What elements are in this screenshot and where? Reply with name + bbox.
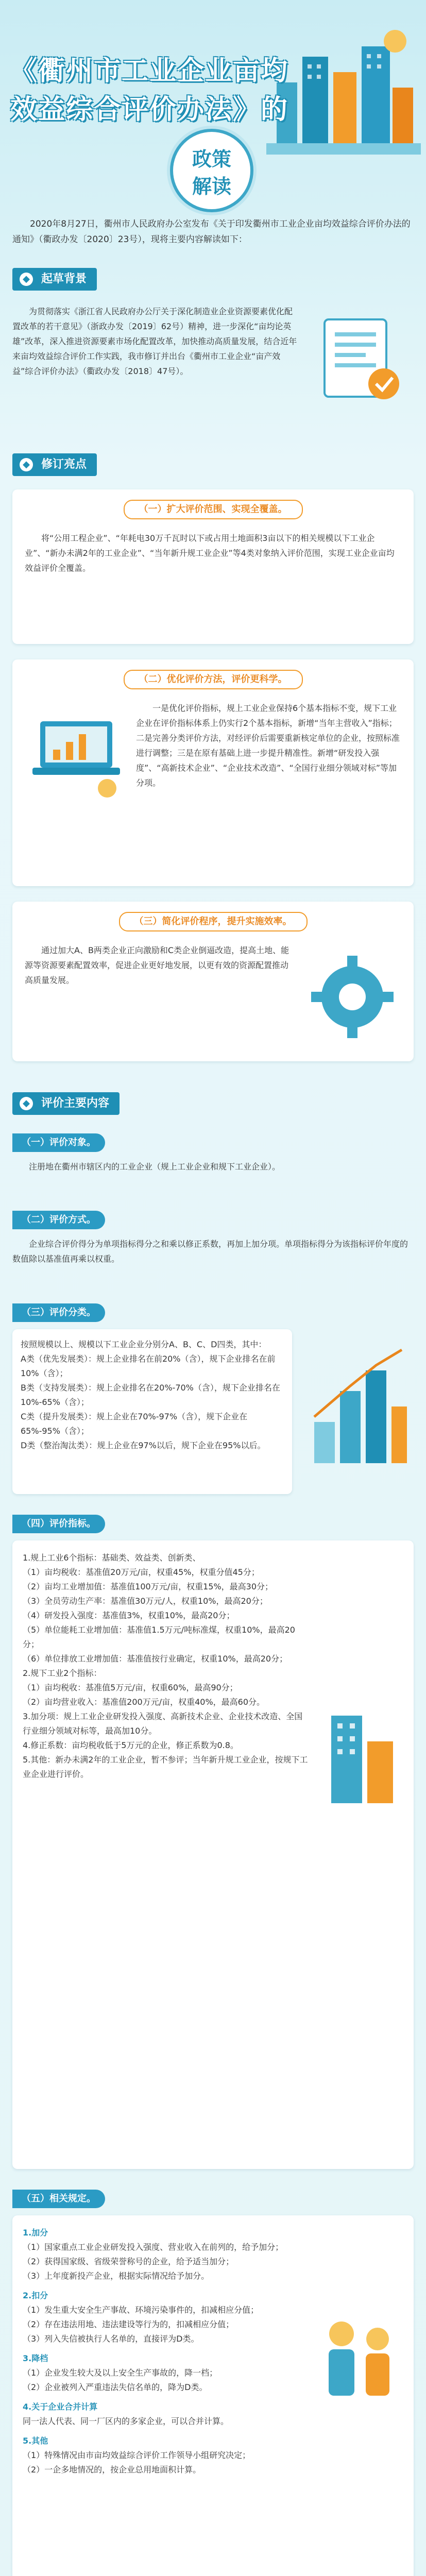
list-item: （1）企业发生较大及以上安全生产事故的，降一档；	[23, 2368, 218, 2378]
section-title: 评价主要内容	[41, 1097, 110, 1110]
section-marker-icon: ◆	[20, 458, 33, 471]
hero-banner	[0, 0, 426, 242]
list-item: A类（优先发展类）：规上企业排名在前20%（含），规下企业排名在前10%（含）；	[21, 1354, 276, 1378]
list-item: （3）上年度新投产企业，根据实际情况给予加分。	[23, 2271, 210, 2281]
eval-indicators-panel	[12, 1540, 414, 2169]
list-item: （1）国家重点工业企业研发投入强度、营业收入在前列的，给予加分；	[23, 2242, 284, 2252]
eval-rules-panel	[12, 2215, 414, 2576]
list-item: 5.其他	[23, 2436, 48, 2446]
seal-text-2: 解读	[192, 175, 231, 198]
section-background-heading	[12, 268, 97, 291]
section-title: 修订亮点	[41, 458, 87, 471]
eval-classify-tag: （三）评价分类。	[12, 1303, 105, 1322]
highlight-2-title: （二）优化评价方法，评价更科学。	[124, 670, 303, 689]
list-item: （2）亩均营业收入：基准值200万元/亩，权重40%，最高60分。	[23, 1697, 265, 1707]
section-highlights-heading	[12, 453, 97, 476]
eval-classify-list	[21, 1337, 284, 1453]
ranking-illustration	[304, 1340, 412, 1473]
highlight-1-title: （一）扩大评价范围、实现全覆盖。	[124, 500, 303, 519]
gear-illustration	[303, 948, 401, 1046]
list-item: （1）亩均税收：基准值5万元/亩，权重60%，最高90分；	[23, 1683, 238, 1692]
background-text: 为贯彻落实《浙江省人民政府办公厅关于深化制造业企业资源要素优化配置改革的若干意见》（浙政办发〔2019〕62号）精神，进一步深化“亩均论英雄”改革，深入推进资源要素市场化配置改革，加快推动高质量发展，结合近年来亩均效益综合评价工作实践，我市修订并出台《衢州市工业企业“亩产效益”综合评价办法》（衢政办发〔2018〕47号）。	[12, 307, 297, 376]
city-illustration	[266, 21, 421, 155]
list-item: 3.加分项：规上工业企业研发投入强度、高新技术企业、企业技术改造、全国行业细分领域对标等，最高加10分。	[23, 1711, 303, 1736]
intro-paragraph: 2020年8月27日，衢州市人民政府办公室发布《关于印发衢州市工业企业亩均效益综合评价办法的通知》（衢政办发〔2020〕23号），现将主要内容解读如下：	[12, 219, 411, 245]
list-item: B类（支持发展类）：规上企业排名在20%-70%（含），规下企业排名在10%-65%（含）；	[21, 1383, 280, 1407]
eval-target-text: 注册地在衢州市辖区内的工业企业（规上工业企业和规下工业企业）。	[29, 1162, 281, 1172]
highlight-1-panel	[12, 489, 414, 644]
list-item: （3）列入失信被执行人名单的，直接评为D类。	[23, 2334, 199, 2344]
eval-target-tag: （一）评价对象。	[12, 1133, 105, 1152]
seal-text-1: 政策	[192, 147, 231, 171]
people-illustration	[311, 2308, 403, 2411]
list-item: 2.扣分	[23, 2291, 48, 2300]
list-item: （3）全员劳动生产率：基准值30万元/人，权重10%，最高20分；	[23, 1596, 268, 1606]
list-item: （2）存在违法用地、违法建设等行为的，扣减相应分值；	[23, 2319, 234, 2329]
list-item: 按照规模以上、规模以下工业企业分别分A、B、C、D四类，其中：	[21, 1340, 267, 1349]
policy-interpretation-seal	[170, 129, 253, 212]
list-item: （1）亩均税收：基准值20万元/亩，权重45%，权重分值45分；	[23, 1567, 260, 1577]
list-item: （2）亩均工业增加值：基准值100万元/亩，权重15%，最高30分；	[23, 1582, 274, 1591]
eval-classify-panel	[12, 1329, 292, 1494]
list-item: 4.修正系数：亩均税收低于5万元的企业，修正系数为0.8。	[23, 1740, 238, 1750]
list-item: 同一法人代表、同一厂区内的多家企业，可以合并计算。	[23, 2416, 229, 2426]
highlight-3-title: （三）简化评价程序，提升实施效率。	[119, 912, 308, 931]
list-item: 1.规上工业6个指标：基础类、效益类、创新类、	[23, 1553, 201, 1563]
list-item: 3.降档	[23, 2353, 48, 2363]
list-item: （1）发生重大安全生产事故、环境污染事件的，扣减相应分值；	[23, 2305, 259, 2315]
hero-title-line2: 效益综合评价办法》的	[10, 94, 289, 125]
list-item: （2）一企多地情况的，按企业总用地面积计算。	[23, 2465, 201, 2475]
list-item: C类（提升发展类）：规上企业在70%-97%（含），规下企业在65%-95%（含）；	[21, 1412, 248, 1436]
background-text-block	[12, 304, 297, 379]
eval-target-block	[12, 1159, 414, 1174]
list-item: D类（整治淘汰类）：规上企业在97%以后，规下企业在95%以后。	[21, 1440, 266, 1450]
list-item: （2）企业被列入严重违法失信名单的，降为D类。	[23, 2382, 208, 2392]
eval-indicators-list	[23, 1551, 311, 1782]
highlight-1-text: 将“公用工程企业”、“年耗电30万千瓦时以下或占用土地面积3亩以下的相关规模以下工业企业”、“新办未满2年的工业企业”、“当年新升规工业企业”等4类对象纳入评价范围，实现工业企业亩均效益评价全覆盖。	[25, 533, 395, 573]
list-item: 5.其他：新办未满2年的工业企业，暂不参评；当年新升规工业企业，按规下工业企业进行评价。	[23, 1755, 308, 1779]
highlight-2-text: 一是优化评价指标，规上工业企业保持6个基本指标不变，规下工业企业在评价指标体系上仍实行2个基本指标，新增“当年主营收入”指标；二是完善分类评价方法，对经评价后需要重新核定单位的企业，按照标准进行调整；三是在原有基础上进一步提升精准性。新增“研发投入强度”、“高新技术企业”、“企业技术改造”、“全国行业细分领域对标”等加分项。	[136, 703, 400, 788]
hero-title-line1: 《衢州市工业企业亩均	[10, 55, 289, 87]
eval-method-block	[12, 1236, 414, 1266]
list-item: 2.规下工业2个指标：	[23, 1668, 102, 1678]
section-marker-icon: ◆	[20, 1097, 33, 1110]
laptop-illustration	[25, 701, 128, 804]
list-item: （4）研发投入强度：基准值3%，权重10%，最高20分；	[23, 1611, 235, 1620]
eval-indicators-tag: （四）评价指标。	[12, 1515, 105, 1533]
list-item: （5）单位能耗工业增加值：基准值1.5万元/吨标准煤，权重10%，最高20分；	[23, 1625, 295, 1649]
section-marker-icon: ◆	[20, 273, 33, 286]
section-eval-heading	[12, 1092, 120, 1115]
eval-method-text: 企业综合评价得分为单项指标得分之和乘以修正系数，再加上加分项。单项指标得分为该指标评价年度的数值除以基准值再乘以权重。	[12, 1239, 408, 1264]
list-item: （6）单位排放工业增加值：基准值按行业确定，权重10%，最高20分；	[23, 1654, 288, 1664]
document-illustration	[304, 309, 412, 407]
section-title: 起草背景	[41, 273, 87, 285]
highlight-3-panel	[12, 902, 414, 1061]
eval-rules-tag: （五）相关规定。	[12, 2190, 105, 2208]
list-item: （1）特殊情况由市亩均效益综合评价工作领导小组研究决定；	[23, 2450, 251, 2460]
highlight-3-text: 通过加大A、B两类企业正向激励和C类企业倒逼改造，提高土地、能源等资源要素配置效率，促进企业更好地发展，以更有效的资源配置推动高质量发展。	[25, 945, 289, 985]
eval-rules-list	[23, 2226, 300, 2477]
list-item: 1.加分	[23, 2228, 48, 2238]
building-illustration	[321, 1695, 403, 1808]
highlight-2-panel	[12, 659, 414, 886]
list-item: （2）获得国家级、省级荣誉称号的企业，给予适当加分；	[23, 2257, 234, 2266]
eval-method-tag: （二）评价方式。	[12, 1211, 105, 1229]
list-item: 4.关于企业合并计算	[23, 2402, 98, 2412]
